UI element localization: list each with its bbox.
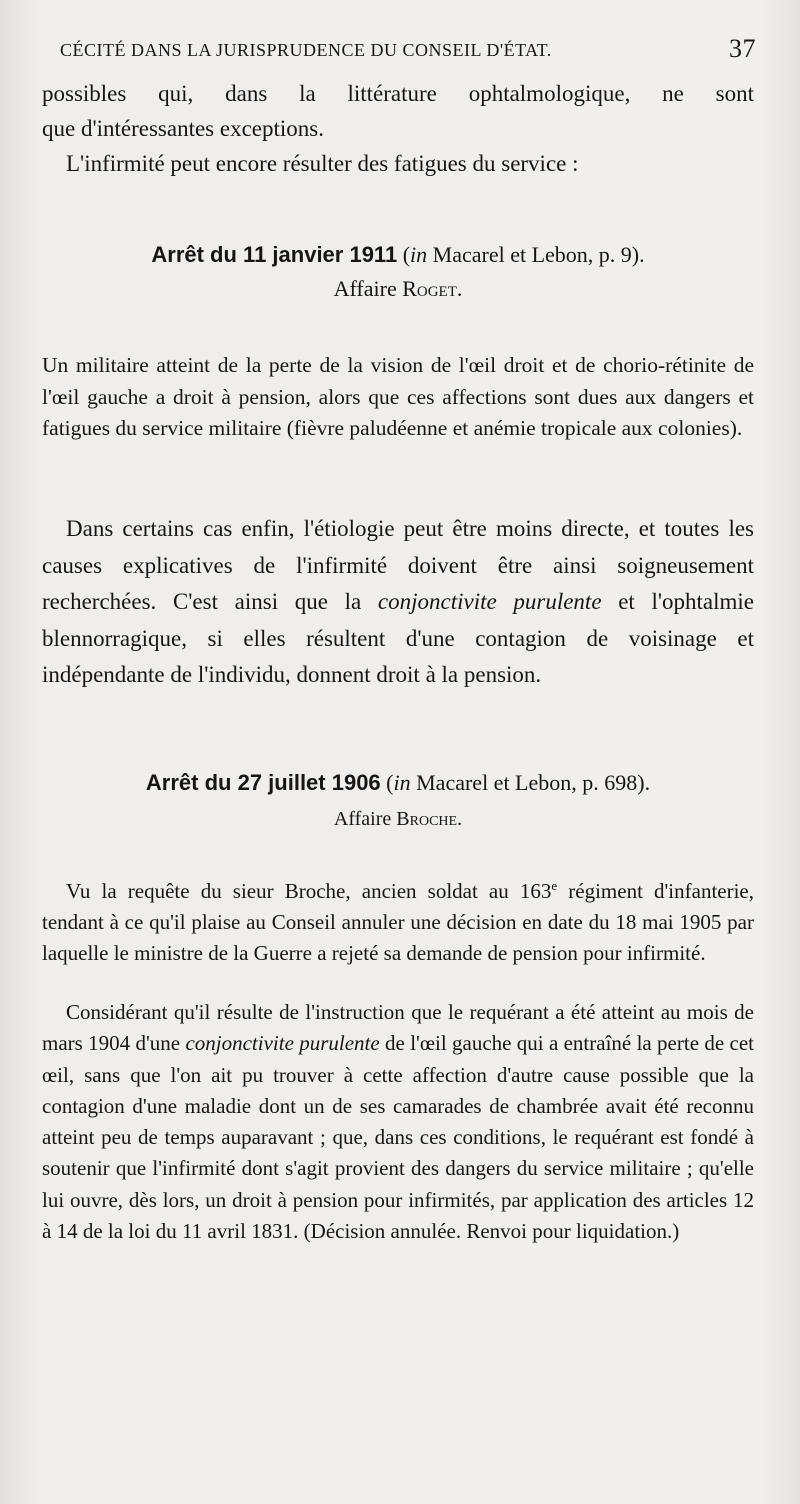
arret-heading-2 bbox=[42, 765, 754, 837]
paragraph-intro bbox=[42, 76, 754, 181]
running-header bbox=[60, 34, 760, 74]
arret-date: Arrêt du 11 janvier 1911 bbox=[151, 242, 398, 267]
arret-heading-1 bbox=[42, 238, 754, 306]
text-line: possibles qui, dans la littérature ophtalmologique, ne sont bbox=[42, 81, 754, 106]
arret-date: Arrêt du 27 juillet 1906 bbox=[145, 770, 381, 795]
paragraph-requete: Vu la requête du sieur Broche, ancien soldat au 163e régiment d'infanterie, tendant à ce qu'il plaise au Conseil annuler une décision en date du 18 mai 1905 par laquelle le ministre de la Guerre a rejeté sa demande de pension pour infirmité. bbox=[42, 878, 755, 965]
affaire-title: Affaire Roget. bbox=[333, 276, 463, 301]
arret-citation: Arrêt du 27 juillet 1906 (in Macarel et Lebon, p. 698). bbox=[145, 770, 651, 795]
paragraph-arret-summary: Un militaire atteint de la perte de la vision de l'œil droit et de chorio-rétinite de l'œil gauche a droit à pension, alors que ces affections sont dues aux dangers et fatigues du service militaire (fièvre paludéenne et anémie tropicale aux colonies). bbox=[42, 353, 754, 440]
affaire-title: Affaire Broche. bbox=[333, 808, 463, 830]
running-title: CÉCITÉ DANS LA JURISPRUDENCE DU CONSEIL D'ÉTAT. bbox=[60, 40, 552, 60]
arret-citation: Arrêt du 11 janvier 1911 (in Macarel et Lebon, p. 9). bbox=[151, 242, 645, 267]
page-number: 37 bbox=[729, 34, 756, 63]
text-line: L'infirmité peut encore résulter des fatigues du service : bbox=[66, 151, 579, 176]
text-line: que d'intéressantes exceptions. bbox=[42, 116, 324, 141]
paragraph-considerant: Considérant qu'il résulte de l'instruction que le requérant a été atteint au mois de mars 1904 d'une conjonctivite purulente de l'œil gauche qui a entraîné la perte de cet œil, sans que l'on ait pu trouver à cette affection d'autre cause possible que la contagion d'une maladie dont un de ses camarades de chambrée avait été reconnu atteint peu de temps auparavant ; que, dans ces conditions, le requérant est fondé à soutenir que l'infirmité dont s'agit provient des dangers du service militaire ; qu'elle lui ouvre, dès lors, un droit à pension pour infirmités, par application des articles 12 à 14 de la loi du 11 avril 1831. (Décision annulée. Renvoi pour liquidation.) bbox=[42, 1000, 754, 1244]
paragraph-etiologie: Dans certains cas enfin, l'étiologie peut être moins directe, et toutes les causes explicatives de l'infirmité doivent être ainsi soigneusement recherchées. C'est ainsi que la conjonctivite purulente et l'ophtalmie blennorragique, si elles résultent d'une contagion de voisinage et indépendante de l'individu, donnent droit à la pension. bbox=[42, 516, 754, 687]
